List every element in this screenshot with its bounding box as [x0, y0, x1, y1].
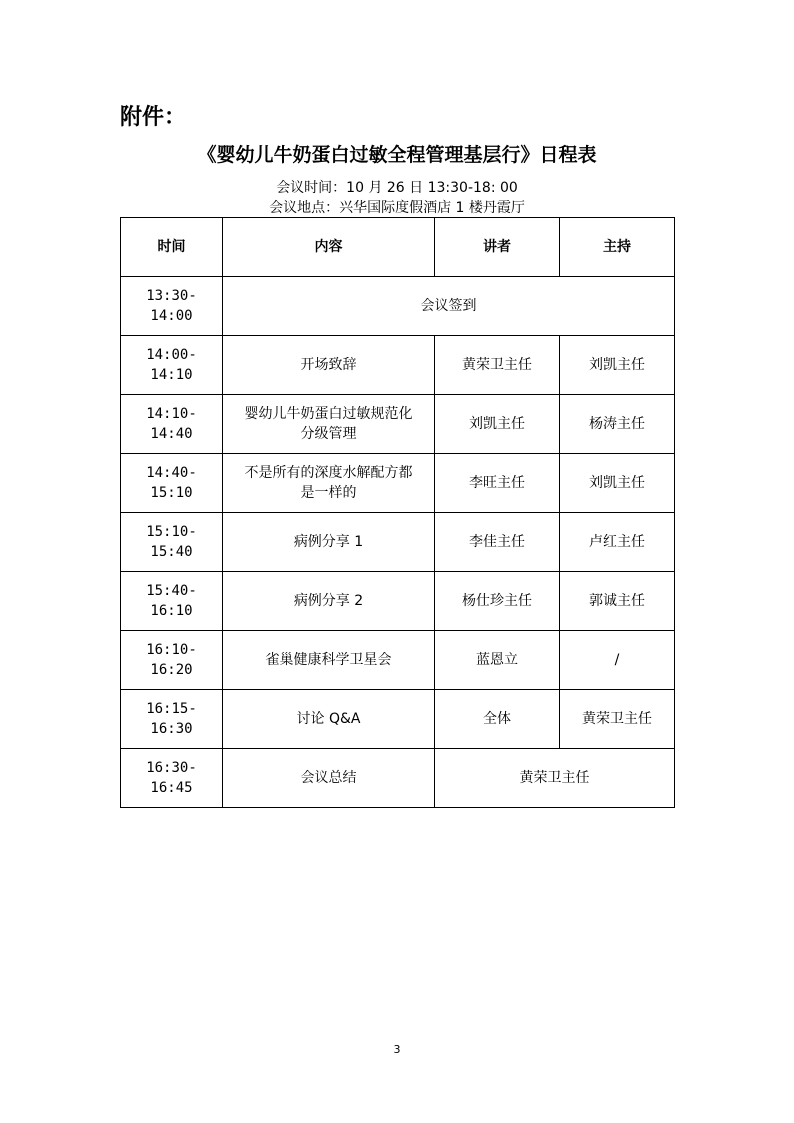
host-cell: 郭诚主任 — [560, 572, 675, 631]
table-row — [121, 277, 675, 336]
header-content: 内容 — [223, 218, 435, 277]
host-cell: 刘凯主任 — [560, 454, 675, 513]
content-cell — [223, 454, 435, 513]
speaker-cell: 杨仕珍主任 — [435, 572, 560, 631]
content-cell: 雀巢健康科学卫星会 — [223, 631, 435, 690]
time-cell: 14:00-14:10 — [121, 336, 223, 395]
page-number: 3 — [393, 1043, 401, 1056]
time-cell: 15:40-16:10 — [121, 572, 223, 631]
time-cell: 14:40-15:10 — [121, 454, 223, 513]
host-cell: 杨涛主任 — [560, 395, 675, 454]
time-cell: 13:30-14:00 — [121, 277, 223, 336]
header-time: 时间 — [121, 218, 223, 277]
host-cell: / — [560, 631, 675, 690]
table-row — [121, 513, 675, 572]
meeting-time: 会议时间：10 月 26 日 13:30-18: 00 — [276, 180, 518, 196]
content-line: 分级管理 — [300, 426, 357, 442]
speaker-host-cell: 黄荣卫主任 — [435, 749, 675, 808]
time-cell: 14:10-14:40 — [121, 395, 223, 454]
header-host: 主持 — [560, 218, 675, 277]
table-row — [121, 336, 675, 395]
table-row — [121, 690, 675, 749]
time-cell: 16:10-16:20 — [121, 631, 223, 690]
table-row — [121, 749, 675, 808]
speaker-cell: 全体 — [435, 690, 560, 749]
time-cell: 15:10-15:40 — [121, 513, 223, 572]
table-row — [121, 395, 675, 454]
speaker-cell: 刘凯主任 — [435, 395, 560, 454]
speaker-cell: 黄荣卫主任 — [435, 336, 560, 395]
table-header-row — [121, 218, 675, 277]
schedule-table — [120, 217, 675, 808]
content-cell — [223, 395, 435, 454]
content-cell: 开场致辞 — [223, 336, 435, 395]
meeting-place: 会议地点：兴华国际度假酒店 1 楼丹霞厅 — [269, 200, 525, 216]
header-speaker: 讲者 — [435, 218, 560, 277]
host-cell: 黄荣卫主任 — [560, 690, 675, 749]
content-cell: 会议签到 — [223, 277, 675, 336]
content-line: 不是所有的深度水解配方都 — [244, 465, 413, 481]
content-cell: 病例分享 1 — [223, 513, 435, 572]
speaker-cell: 蓝恩立 — [435, 631, 560, 690]
content-line: 婴幼儿牛奶蛋白过敏规范化 — [244, 406, 413, 422]
content-cell: 病例分享 2 — [223, 572, 435, 631]
host-cell: 刘凯主任 — [560, 336, 675, 395]
table-row — [121, 572, 675, 631]
document-title: 《婴幼儿牛奶蛋白过敏全程管理基层行》日程表 — [197, 144, 597, 166]
speaker-cell: 李佳主任 — [435, 513, 560, 572]
content-line: 是一样的 — [300, 485, 357, 501]
table-row — [121, 454, 675, 513]
host-cell: 卢红主任 — [560, 513, 675, 572]
attachment-label: 附件： — [120, 105, 187, 130]
content-cell: 会议总结 — [223, 749, 435, 808]
content-cell: 讨论 Q&A — [223, 690, 435, 749]
table-row — [121, 631, 675, 690]
time-cell: 16:30-16:45 — [121, 749, 223, 808]
speaker-cell: 李旺主任 — [435, 454, 560, 513]
time-cell: 16:15-16:30 — [121, 690, 223, 749]
